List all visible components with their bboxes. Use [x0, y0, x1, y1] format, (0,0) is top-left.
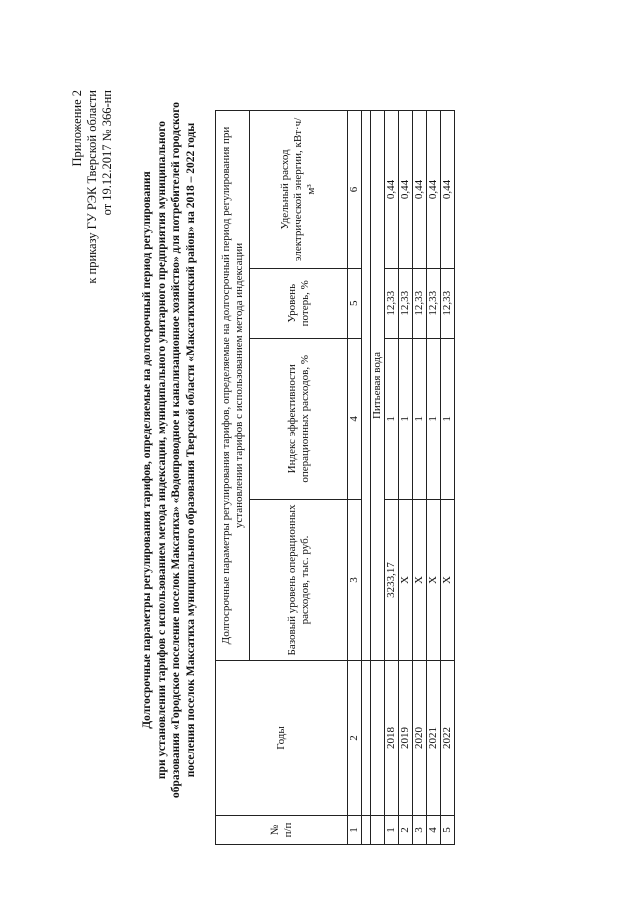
header-loss-level: Уровень потерь, % — [250, 268, 348, 338]
cell-number: 2 — [399, 816, 413, 845]
numbering-row — [348, 111, 362, 845]
cell-energy: 0,44 — [399, 111, 413, 269]
cell-base: Х — [441, 499, 455, 660]
header-group: Долгосрочные параметры регулирования тарифов, определяемые на долгосрочный период регулирования при установлении тарифов с использованием метода индексации — [216, 111, 250, 661]
document-heading — [140, 55, 198, 845]
cell-index: 1 — [399, 338, 413, 499]
section-row — [371, 111, 385, 845]
appendix-block — [70, 90, 115, 284]
cell-year: 2021 — [427, 661, 441, 816]
cell-loss: 12,33 — [441, 268, 455, 338]
cell-index: 1 — [385, 338, 399, 499]
parameters-table — [215, 110, 455, 845]
table-row — [441, 111, 455, 845]
heading-line-4: поселения поселок Максатиха муниципального образования Тверской области «Максатихинский район» на 2018 – 2022 годы — [184, 122, 197, 778]
table-row — [413, 111, 427, 845]
cell-year: 2019 — [399, 661, 413, 816]
header-efficiency-index: Индекс эффективности операционных расходов, % — [250, 338, 348, 499]
cell-year: 2018 — [385, 661, 399, 816]
cell-index: 1 — [413, 338, 427, 499]
cell-year: 2022 — [441, 661, 455, 816]
appendix-date: от 19.12.2017 № 366-нп — [100, 90, 114, 216]
numbering-cell: 5 — [348, 268, 362, 338]
cell-energy: 0,44 — [413, 111, 427, 269]
cell-number: 4 — [427, 816, 441, 845]
separator-row — [362, 111, 371, 845]
cell-number: 3 — [413, 816, 427, 845]
numbering-cell: 4 — [348, 338, 362, 499]
cell-year: 2020 — [413, 661, 427, 816]
numbering-cell: 6 — [348, 111, 362, 269]
heading-line-3: образования «Городское поселение поселок Максатиха» «Водопроводное и канализационное хозяйство» для потребителей городского — [170, 102, 182, 798]
table-row — [427, 111, 441, 845]
cell-loss: 12,33 — [427, 268, 441, 338]
cell-index: 1 — [441, 338, 455, 499]
cell-base: Х — [413, 499, 427, 660]
cell-base: 3233,17 — [385, 499, 399, 660]
header-years: Годы — [216, 661, 348, 816]
header-energy-consumption: Удельный расход электрической энергии, кВт·ч/м³ — [250, 111, 348, 269]
heading-line-2: при установлении тарифов с использованием метода индексации, муниципального унитарного предприятия муниципального — [155, 120, 168, 780]
cell-loss: 12,33 — [385, 268, 399, 338]
cell-number: 5 — [441, 816, 455, 845]
cell-number: 1 — [385, 816, 399, 845]
numbering-cell: 2 — [348, 661, 362, 816]
cell-base: Х — [399, 499, 413, 660]
cell-energy: 0,44 — [385, 111, 399, 269]
header-base-level: Базовый уровень операционных расходов, тыс. руб. — [250, 499, 348, 660]
table-row — [399, 111, 413, 845]
cell-index: 1 — [427, 338, 441, 499]
header-number: № п/п — [216, 816, 348, 845]
cell-energy: 0,44 — [427, 111, 441, 269]
numbering-cell: 1 — [348, 816, 362, 845]
numbering-cell: 3 — [348, 499, 362, 660]
cell-loss: 12,33 — [399, 268, 413, 338]
appendix-title: Приложение 2 — [70, 90, 84, 167]
cell-loss: 12,33 — [413, 268, 427, 338]
heading-line-1: Долгосрочные параметры регулирования тарифов, определяемые на долгосрочный период регулирования — [141, 171, 153, 729]
table-row — [385, 111, 399, 845]
section-title: Питьевая вода — [371, 111, 385, 661]
cell-energy: 0,44 — [441, 111, 455, 269]
cell-base: Х — [427, 499, 441, 660]
appendix-order: к приказу ГУ РЭК Тверской области — [85, 90, 99, 284]
